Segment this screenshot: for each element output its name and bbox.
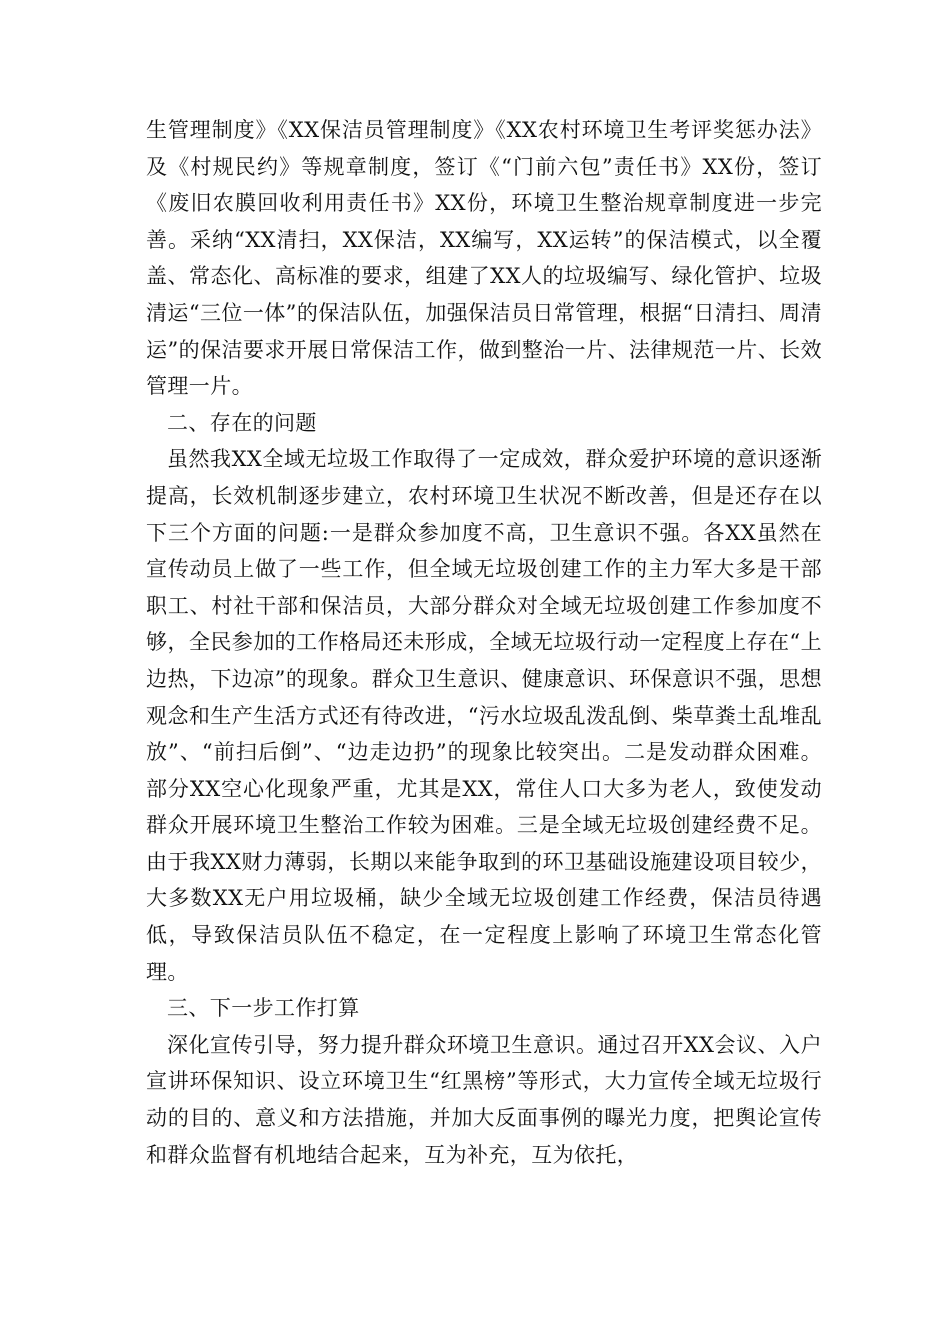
paragraph-next-steps: 深化宣传引导，努力提升群众环境卫生意识。通过召开XX会议、入户宣讲环保知识、设立环境卫生“红黑榜”等形式，大力宣传全域无垃圾行动的目的、意义和方法措施，并加大反面事例的曝光力度，把舆论宣传和群众监督有机地结合起来，互为补充，互为依托， [146, 1032, 822, 1167]
document-body [146, 112, 822, 1173]
paragraph-problems: 虽然我XX全域无垃圾工作取得了一定成效，群众爱护环境的意识逐渐提高，长效机制逐步建立，农村环境卫生状况不断改善，但是还存在以下三个方面的问题:一是群众参加度不高，卫生意识不强。各XX虽然在宣传动员上做了一些工作，但全域无垃圾创建工作的主力军大多是干部职工、村社干部和保洁员，大部分群众对全域无垃圾创建工作参加度不够，全民参加的工作格局还未形成，全域无垃圾行动一定程度上存在“上边热，下边凉”的现象。群众卫生意识、健康意识、环保意识不强，思想观念和生产生活方式还有待改进，“污水垃圾乱泼乱倒、柴草粪土乱堆乱放”、“前扫后倒”、“边走边扔”的现象比较突出。二是发动群众困难。部分XX空心化现象严重，尤其是XX，常住人口大多为老人，致使发动群众开展环境卫生整治工作较为困难。三是全域无垃圾创建经费不足。由于我XX财力薄弱，长期以来能争取到的环卫基础设施建设项目较少，大多数XX无户用垃圾桶，缺少全域无垃圾创建工作经费，保洁员待遇低，导致保洁员队伍不稳定，在一定程度上影响了环境卫生常态化管理。 [146, 447, 822, 984]
section-heading-next-steps: 三、下一步工作打算 [167, 996, 360, 1021]
section-heading-problems: 二、存在的问题 [167, 410, 317, 435]
paragraph-regulations: 生管理制度》《XX保洁员管理制度》《XX农村环境卫生考评奖惩办法》及《村规民约》等规章制度，签订《“门前六包”责任书》XX份，签订《废旧农膜回收利用责任书》XX份，环境卫生整治规章制度进一步完善。采纳“XX清扫，XX保洁，XX编写，XX运转”的保洁模式，以全覆盖、常态化、高标准的要求，组建了XX人的垃圾编写、绿化管护、垃圾清运“三位一体”的保洁队伍，加强保洁员日常管理，根据“日清扫、周清运”的保洁要求开展日常保洁工作，做到整治一片、法律规范一片、长效管理一片。 [146, 118, 822, 399]
